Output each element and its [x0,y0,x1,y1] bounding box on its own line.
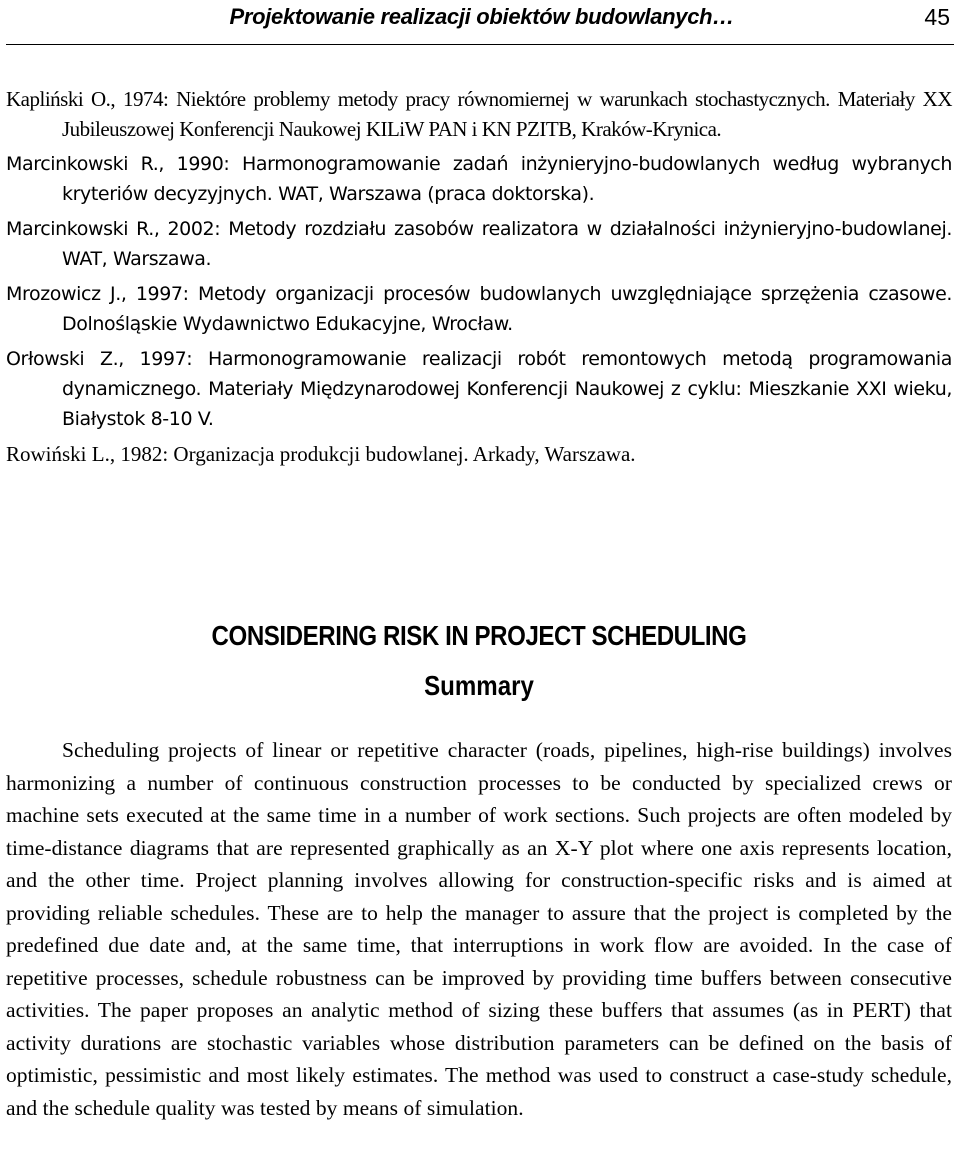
reference-item: Mrozowicz J., 1997: Metody organizacji procesów budowlanych uwzględniające sprzężenia czasowe. Dolnośląskie Wydawnictwo Edukacyjne, Wrocław. [6,283,952,335]
reference-item: Rowiński L., 1982: Organizacja produkcji budowlanej. Arkady, Warszawa. [6,442,636,466]
summary-heading: Summary [424,670,534,701]
reference-item: Marcinkowski R., 2002: Metody rozdziału zasobów realizatora w działalności inżynieryjno-budowlanej. WAT, Warszawa. [6,218,952,270]
running-title: Projektowanie realizacji obiektów budowlanych… [229,4,734,29]
page-number: 45 [924,4,950,30]
summary-section [6,616,952,1146]
summary-body: Scheduling projects of linear or repetitive character (roads, pipelines, high-rise buildings) involves harmonizing a number of continuous construction processes to be conducted by specialized crews or machine sets executed at the same time in a number of work sections. Such projects are often modeled by time-distance diagrams that are represented graphically as an X-Y plot where one axis represents location, and the other time. Project planning involves allowing for construction-specific risks and is aimed at providing reliable schedules. These are to help the manager to assure that the project is completed by the predefined due date and, at the same time, that interruptions in work flow are avoided. In the case of repetitive processes, schedule robustness can be improved by providing time buffers between consecutive activities. The paper proposes an analytic method of sizing these buffers that assumes (as in PERT) that activity durations are stochastic variables whose distribution parameters can be defined on the basis of optimistic, pessimistic and most likely estimates. The method was used to construct a case-study schedule, and the schedule quality was tested by means of simulation. [6,738,952,1120]
reference-item: Orłowski Z., 1997: Harmonogramowanie realizacji robót remontowych metodą programowania dynamicznego. Materiały Międzynarodowej Konferencji Naukowej z cyklu: Mieszkanie XXI wieku, Białystok 8-10 V. [6,348,952,430]
summary-title: CONSIDERING RISK IN PROJECT SCHEDULING [211,620,747,651]
reference-list [6,84,952,474]
running-header [6,0,954,45]
reference-item: Kapliński O., 1974: Niektóre problemy metody pracy równomiernej w warunkach stochastycznych. Materiały XX Jubileuszowej Konferencji Naukowej KILiW PAN i KN PZITB, Kraków-Krynica. [6,87,952,141]
reference-item: Marcinkowski R., 1990: Harmonogramowanie zadań inżynieryjno-budowlanych według wybranych kryteriów decyzyjnych. WAT, Warszawa (praca doktorska). [6,153,952,205]
